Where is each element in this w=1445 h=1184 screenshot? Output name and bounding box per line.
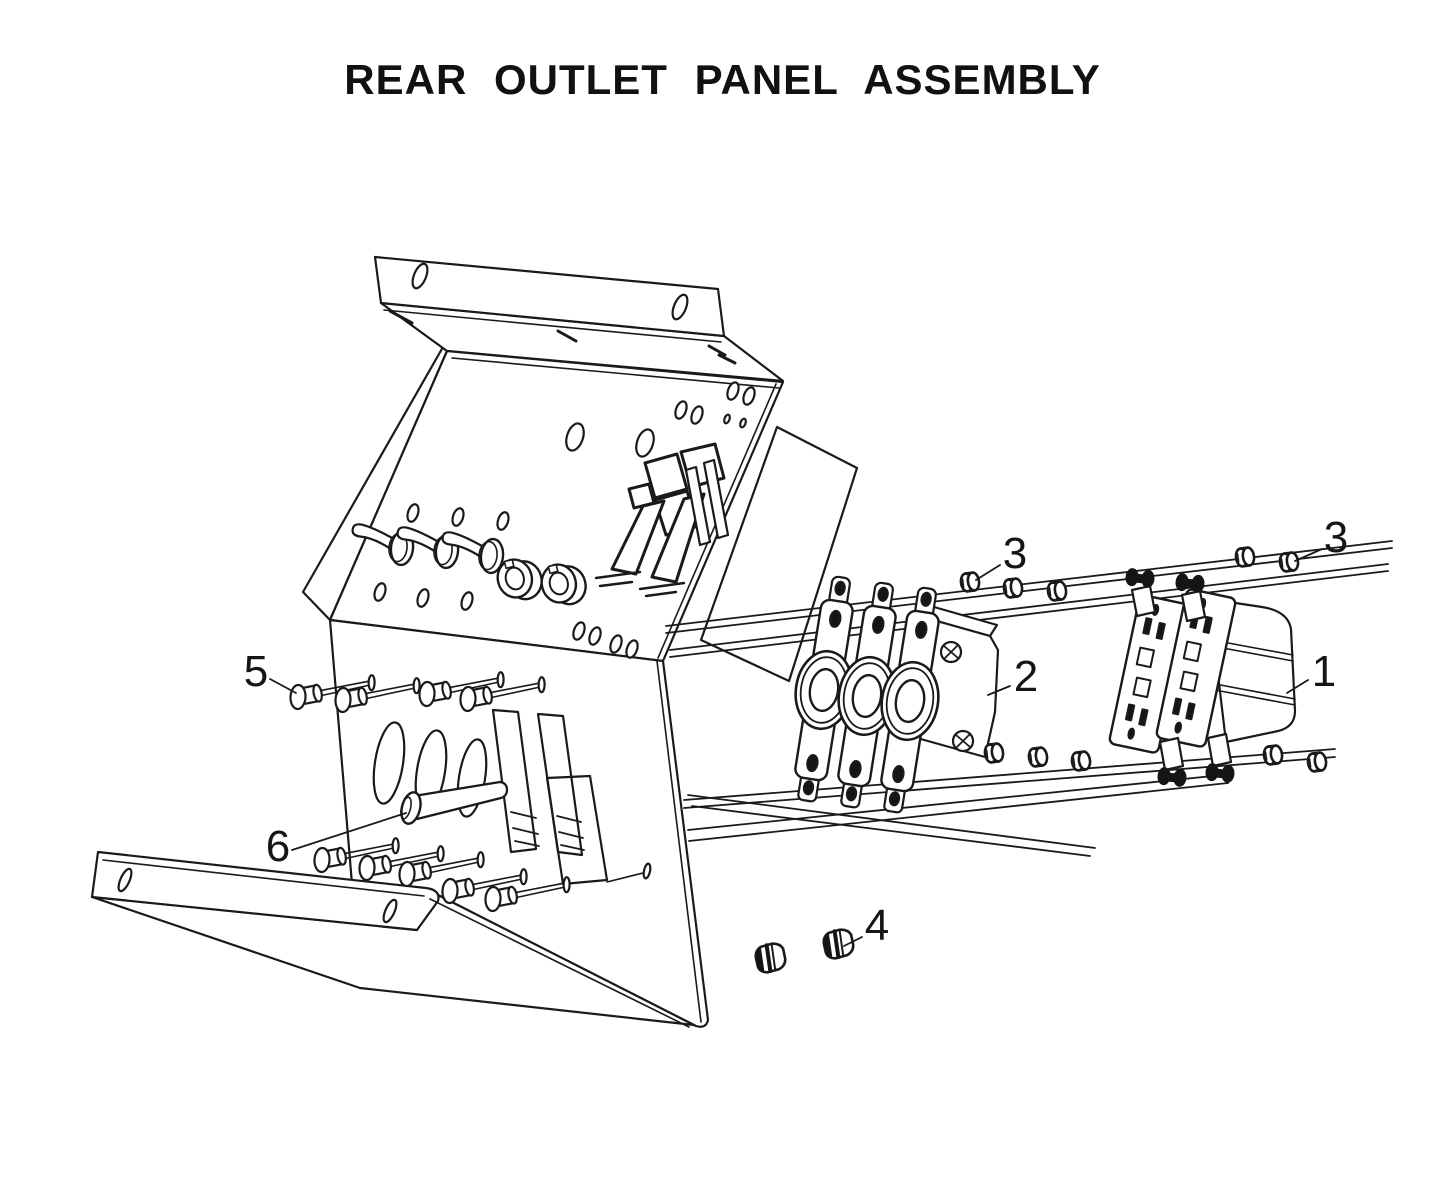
callout-1: 1	[1311, 647, 1337, 696]
foot-stem	[1208, 734, 1231, 766]
leader-5	[270, 679, 296, 693]
bottom-rod	[684, 749, 1335, 808]
callout-3a: 3	[1002, 529, 1028, 578]
foot-stem	[1132, 586, 1155, 616]
callout-4: 4	[864, 901, 890, 950]
panel-body	[92, 257, 783, 1027]
callout-6: 6	[265, 822, 291, 871]
callout-2: 2	[1013, 652, 1039, 701]
callout-5: 5	[243, 647, 269, 696]
foot-stem	[1160, 738, 1183, 770]
diagram-title: REAR OUTLET PANEL ASSEMBLY	[344, 56, 1101, 103]
foot-stem	[1182, 591, 1205, 621]
hex-nuts-part4	[755, 929, 855, 974]
callout-3b: 3	[1323, 513, 1349, 562]
leader-3a	[976, 565, 1000, 580]
